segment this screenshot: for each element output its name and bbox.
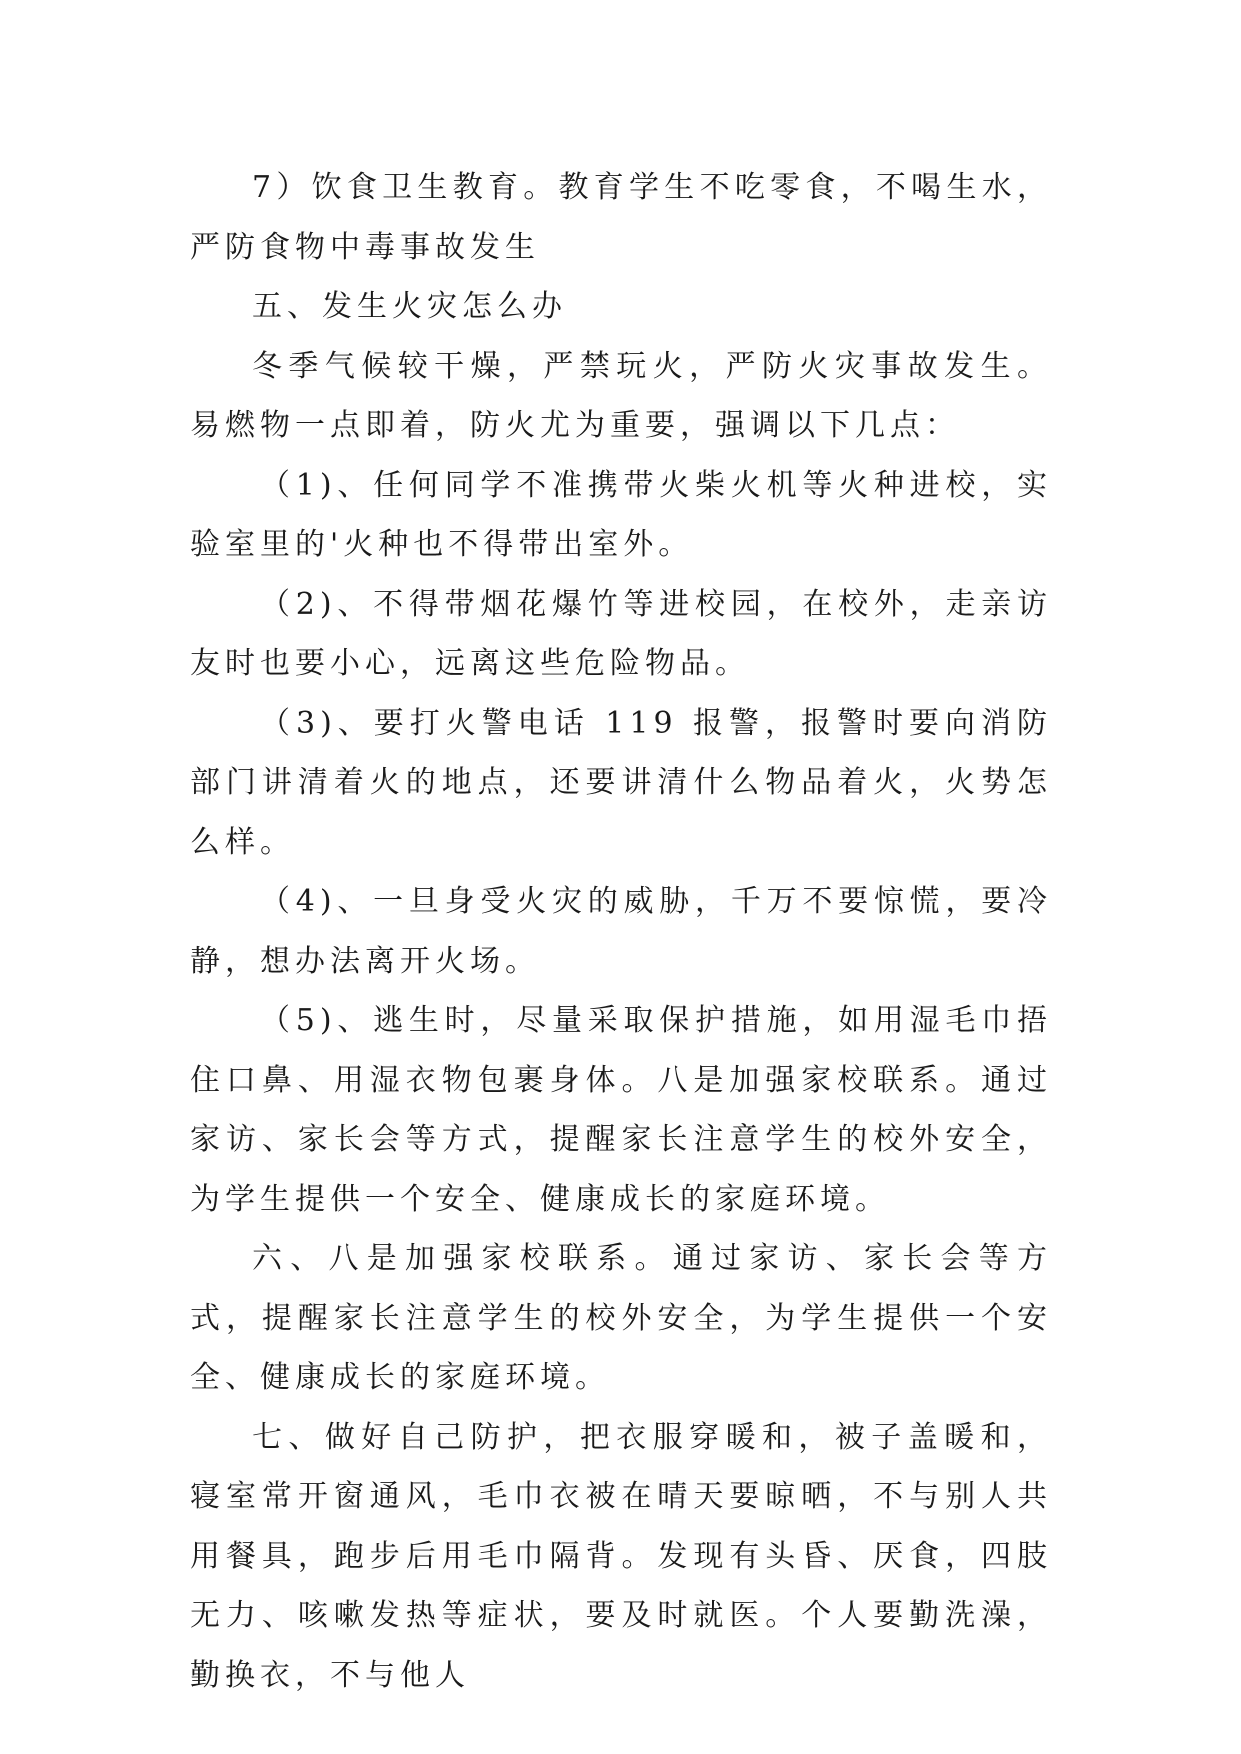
section-heading-home-school: 六、八是加强家校联系。通过家访、家长会等方式，提醒家长注意学生的校外安全，为学生提供一个安全、健康成长的家庭环境。 xyxy=(190,1241,1052,1395)
section-heading-self-protection: 七、做好自己防护，把衣服穿暖和，被子盖暖和，寝室常开窗通风，毛巾衣被在晴天要晾晒，不与别人共用餐具，跑步后用毛巾隔背。发现有头昏、厌食，四肢无力、咳嗽发热等症状，要及时就医。个人要勤洗澡，勤换衣，不与他人 xyxy=(190,1419,1052,1693)
section-heading-fire: 五、发生火灾怎么办 xyxy=(252,289,567,324)
list-item-fire-5: （5)、逃生时，尽量采取保护措施，如用湿毛巾捂住口鼻、用湿衣物包裹身体。八是加强家校联系。通过家访、家长会等方式，提醒家长注意学生的校外安全，为学生提供一个安全、健康成长的家庭环境。 xyxy=(190,1003,1052,1217)
document-body xyxy=(190,158,1052,1705)
list-item-fire-3: （3)、要打火警电话 119 报警，报警时要向消防部门讲清着火的地点，还要讲清什么物品着火，火势怎么样。 xyxy=(190,705,1052,860)
list-item-fire-1: （1)、任何同学不准携带火柴火机等火种进校，实验室里的'火种也不得带出室外。 xyxy=(190,467,1052,562)
paragraph-diet-hygiene: 7）饮食卫生教育。教育学生不吃零食，不喝生水，严防食物中毒事故发生 xyxy=(190,170,1052,265)
list-item-fire-2: （2)、不得带烟花爆竹等进校园，在校外，走亲访友时也要小心，远离这些危险物品。 xyxy=(190,586,1052,681)
list-item-fire-4: （4)、一旦身受火灾的威胁，千万不要惊慌，要冷静，想办法离开火场。 xyxy=(190,884,1052,979)
paragraph-winter-fire-prevention: 冬季气候较干燥，严禁玩火，严防火灾事故发生。易燃物一点即着，防火尤为重要，强调以下几点： xyxy=(190,348,1052,443)
